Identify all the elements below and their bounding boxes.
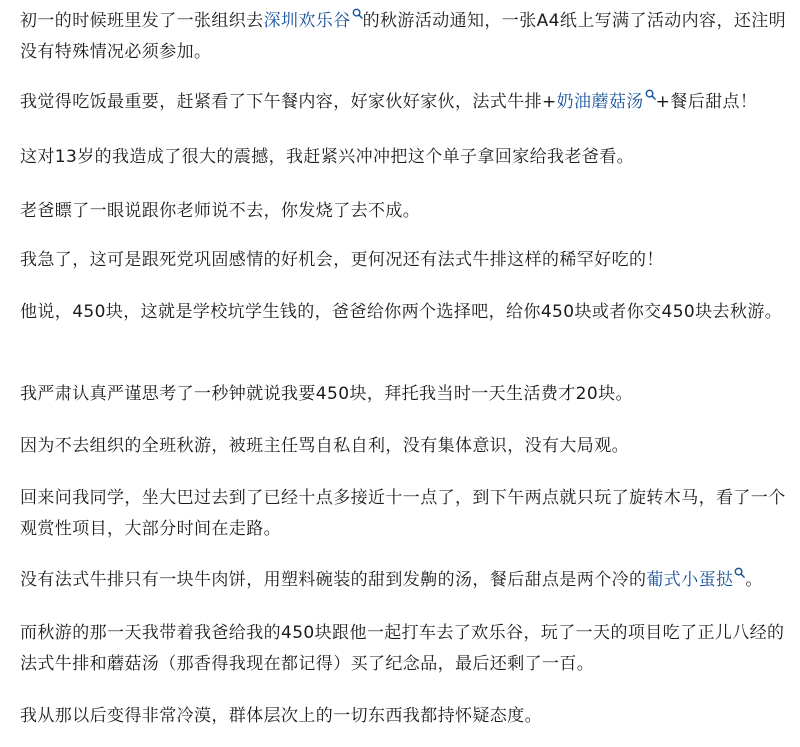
- search-icon: [645, 89, 656, 100]
- search-icon: [352, 8, 363, 19]
- search-icon: [734, 567, 745, 578]
- text-run: 他说，450块，这就是学校坑学生钱的，爸爸给你两个选择吧，给你450块或者你交450块去秋游。: [20, 302, 783, 322]
- text-run: 我从那以后变得非常冷漠，群体层次上的一切东西我都持怀疑态度。: [20, 706, 542, 726]
- text-run: +餐后甜点！: [655, 92, 758, 112]
- text-run: 我觉得吃饭最重要，赶紧看了下午餐内容，好家伙好家伙，法式牛排+: [20, 92, 557, 112]
- paragraph: [20, 196, 788, 227]
- text-run: 。: [745, 570, 763, 590]
- paragraph: [20, 483, 788, 545]
- text-run: 初一的时候班里发了一张组织去: [20, 11, 264, 31]
- keyword-label: 深圳欢乐谷: [263, 11, 351, 31]
- text-run: 我急了，这可是跟死党巩固感情的好机会，更何况还有法式牛排这样的稀罕好吃的！: [20, 250, 664, 270]
- text-run: 因为不去组织的全班秋游，被班主任骂自私自利，没有集体意识，没有大局观。: [20, 436, 629, 456]
- paragraph: [20, 618, 788, 680]
- text-run: 没有法式牛排只有一块牛肉饼，用塑料碗装的甜到发齁的汤，餐后甜点是两个冷的: [20, 570, 647, 590]
- paragraph: [20, 6, 788, 68]
- paragraph: [20, 701, 788, 732]
- paragraph: [20, 379, 788, 410]
- text-run: 我严肃认真严谨思考了一秒钟就说我要450块，拜托我当时一天生活费才20块。: [20, 384, 633, 404]
- text-run: 回来问我同学，坐大巴过去到了已经十点多接近十一点了，到下午两点就只玩了旋转木马，看了一个观赏性项目，大部分时间在走路。: [20, 488, 786, 539]
- keyword-search-link[interactable]: [557, 92, 656, 112]
- paragraph: [20, 142, 788, 173]
- text-run: 的秋游活动通知，一张A4纸上写满了活动内容，还注明没有特殊情况必须参加。: [20, 11, 787, 62]
- paragraph: [20, 431, 788, 462]
- keyword-search-link[interactable]: [264, 11, 363, 31]
- paragraph: [20, 87, 788, 118]
- text-run: 而秋游的那一天我带着我爸给我的450块跟他一起打车去了欢乐谷，玩了一天的项目吃了正儿八经的法式牛排和蘑菇汤（那香得我现在都记得）买了纪念品，最后还剩了一百。: [20, 623, 785, 674]
- keyword-label: 奶油蘑菇汤: [556, 92, 644, 112]
- keyword-label: 葡式小蛋挞: [646, 570, 734, 590]
- paragraph: [20, 297, 788, 328]
- paragraph: [20, 565, 788, 596]
- keyword-search-link[interactable]: [646, 570, 745, 590]
- paragraph: [20, 245, 788, 276]
- text-run: 这对13岁的我造成了很大的震撼，我赶紧兴冲冲把这个单子拿回家给我老爸看。: [20, 147, 635, 167]
- text-run: 老爸瞟了一眼说跟你老师说不去，你发烧了去不成。: [20, 201, 421, 221]
